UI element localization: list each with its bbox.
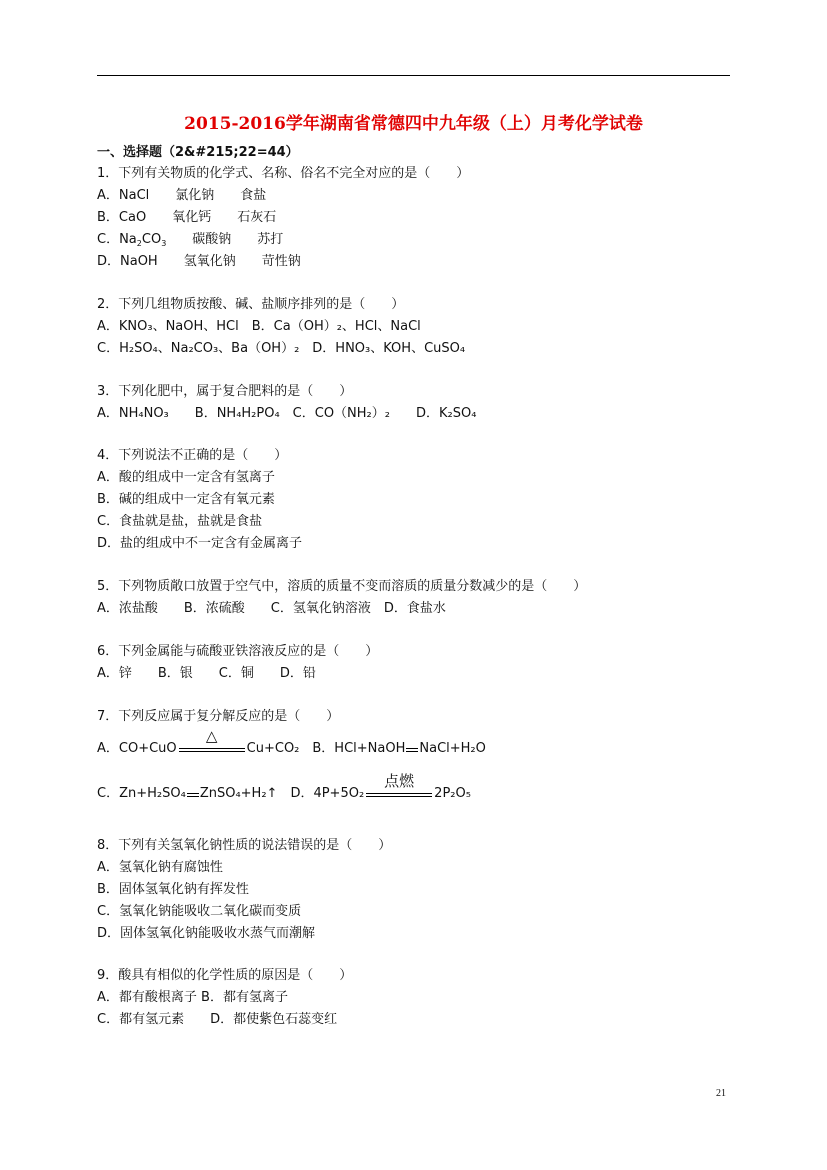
question-3-options: A．NH₄NO₃ B．NH₄H₂PO₄ C．CO（NH₂）₂ D．K₂SO₄ [97, 406, 477, 421]
question-1-option-d: D．NaOH 氢氧化钠 苛性钠 [97, 254, 301, 269]
question-6-options: A．锌 B．银 C．铜 D．铅 [97, 666, 316, 681]
question-8-option-b: B．固体氢氧化钠有挥发性 [97, 882, 249, 897]
question-8-option-d: D．固体氢氧化钠能吸收水蒸气而潮解 [97, 926, 316, 941]
equation-b-left: B．HCl+NaOH [299, 741, 406, 756]
question-3-stem: 3．下列化肥中，属于复合肥料的是（ ） [97, 384, 353, 399]
equation-a-left: A．CO+CuO [97, 741, 177, 756]
question-1-option-a: A．NaCl 氯化钠 食盐 [97, 188, 267, 203]
section-heading: 一、选择题（2&#215;22=44） [97, 145, 299, 160]
formula-part: CO [141, 232, 162, 247]
question-8-stem: 8．下列有关氢氧化钠性质的说法错误的是（ ） [97, 838, 392, 853]
question-9-stem: 9．酸具有相似的化学性质的原因是（ ） [97, 968, 353, 983]
question-4-option-b: B．碱的组成中一定含有氧元素 [97, 492, 275, 507]
question-7-stem: 7．下列反应属于复分解反应的是（ ） [97, 709, 340, 724]
question-5-options: A．浓盐酸 B．浓硫酸 C．氢氧化钠溶液 D．食盐水 [97, 601, 446, 616]
heat-triangle-icon: △ [205, 727, 218, 745]
heat-condition [177, 727, 247, 758]
question-8-option-a: A．氢氧化钠有腐蚀性 [97, 860, 223, 875]
question-6-stem: 6．下列金属能与硫酸亚铁溶液反应的是（ ） [97, 644, 379, 659]
question-2-options-ab: A．KNO₃、NaOH、HCl B．Ca（OH）₂、HCl、NaCl [97, 319, 421, 334]
question-7-options-ab [97, 727, 486, 758]
equation-b-right: NaCl+H₂O [419, 741, 486, 756]
equation-d-right: 2P₂O₅ [434, 786, 471, 801]
question-4-stem: 4．下列说法不正确的是（ ） [97, 448, 288, 463]
question-4-option-c: C．食盐就是盐，盐就是食盐 [97, 514, 263, 529]
question-1-option-b: B．CaO 氧化钙 石灰石 [97, 210, 277, 225]
page-number: 21 [716, 1088, 726, 1099]
subscript: 2 [136, 239, 142, 248]
question-2-stem: 2．下列几组物质按酸、碱、盐顺序排列的是（ ） [97, 297, 405, 312]
equation-c-right: ZnSO₄+H₂↑ [199, 786, 278, 801]
ignition-label: 点燃 [384, 772, 415, 790]
question-9-options-ab: A．都有酸根离子 B．都有氢离子 [97, 990, 288, 1005]
header-rule [97, 75, 730, 76]
question-1-option-c [97, 231, 283, 249]
equals-sign [405, 740, 419, 758]
ignition-condition [364, 772, 434, 803]
subscript: 3 [161, 239, 167, 248]
question-8-option-c: C．氢氧化钠能吸收二氧化碳而变质 [97, 904, 302, 919]
question-4-option-a: A．酸的组成中一定含有氢离子 [97, 470, 275, 485]
question-2-options-cd: C．H₂SO₄、Na₂CO₃、Ba（OH）₂ D．HNO₃、KOH、CuSO₄ [97, 341, 466, 356]
equation-a-right: Cu+CO₂ [246, 741, 300, 756]
question-5-stem: 5．下列物质敞口放置于空气中，溶质的质量不变而溶质的质量分数减少的是（ ） [97, 579, 587, 594]
option-c-rest: 碳酸钠 苏打 [166, 232, 284, 247]
equals-sign [186, 785, 200, 803]
option-c-prefix: C．Na [97, 232, 137, 247]
question-7-options-cd [97, 772, 471, 803]
equation-c-left: C．Zn+H₂SO₄ [97, 786, 186, 801]
question-4-option-d: D．盐的组成中不一定含有金属离子 [97, 536, 303, 551]
exam-title: 2015-2016学年湖南省常德四中九年级（上）月考化学试卷 [184, 114, 643, 134]
question-9-options-cd: C．都有氢元素 D．都使紫色石蕊变红 [97, 1012, 338, 1027]
question-1-stem: 1．下列有关物质的化学式、名称、俗名不完全对应的是（ ） [97, 166, 470, 181]
equation-d-left: D．4P+5O₂ [277, 786, 365, 801]
